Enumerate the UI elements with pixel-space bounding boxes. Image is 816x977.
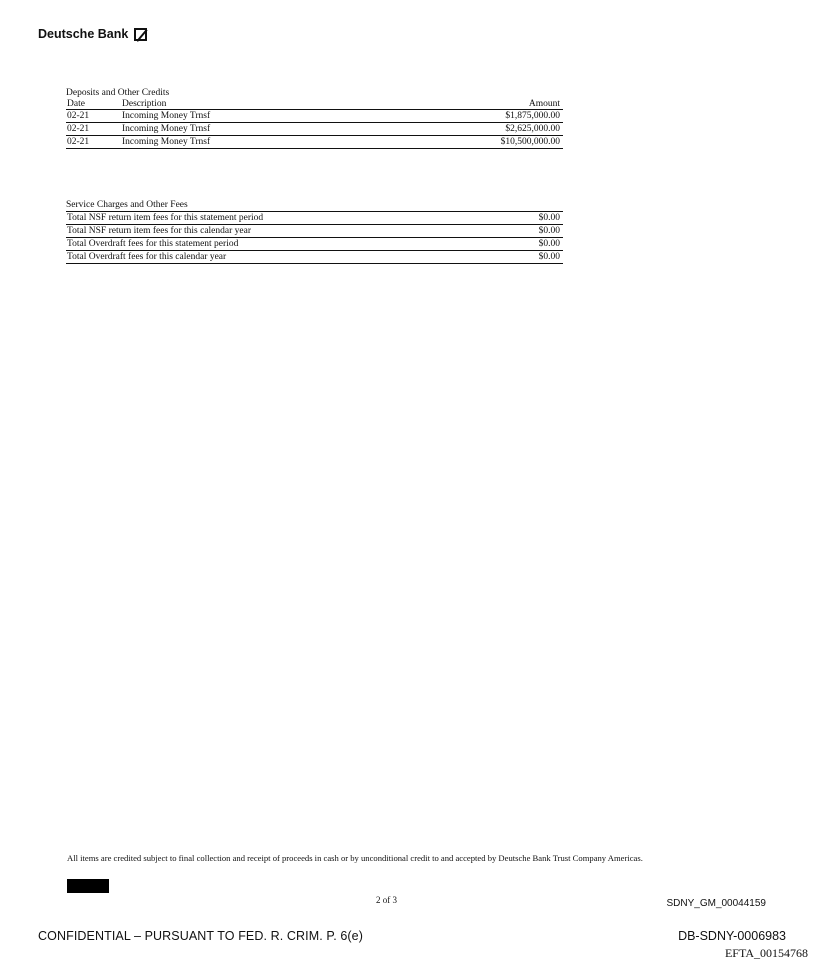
table-row [66,123,563,136]
amount-column-header: Amount [528,99,560,109]
description-column-header: Description [122,99,167,109]
fee-label: Total Overdraft fees for this statement period [67,239,239,249]
fee-amount: $0.00 [538,252,560,262]
credit-disclaimer: All items are credited subject to final collection and receipt of proceeds in cash or by unconditional credit to and accepted by Deutsche Bank Trust Company Americas. [67,853,643,863]
table-row [66,225,563,238]
bates-number-db: DB-SDNY-0006983 [678,929,786,943]
efta-number: EFTA_00154768 [724,946,808,960]
fee-amount: $0.00 [538,213,560,223]
bank-logo [38,27,147,41]
date-column-header: Date [67,99,85,109]
deposits-section [66,87,563,149]
row-description: Incoming Money Trnsf [122,111,211,121]
row-date: 02-21 [67,137,90,147]
fee-amount: $0.00 [538,239,560,249]
row-date: 02-21 [67,124,90,134]
row-description: Incoming Money Trnsf [122,124,211,134]
fee-label: Total NSF return item fees for this statement period [67,213,264,223]
row-amount: $2,625,000.00 [505,124,560,134]
table-row [66,110,563,123]
row-date: 02-21 [67,111,90,121]
fees-title: Service Charges and Other Fees [66,200,188,210]
redaction-block [67,879,109,893]
table-row [66,136,563,149]
deposits-header-row [66,99,563,110]
table-row [66,212,563,225]
confidentiality-notice: CONFIDENTIAL – PURSUANT TO FED. R. CRIM. P. 6(e) [38,929,363,943]
table-row [66,238,563,251]
fee-label: Total Overdraft fees for this calendar year [67,252,227,262]
fee-amount: $0.00 [538,226,560,236]
row-amount: $1,875,000.00 [505,111,560,121]
row-description: Incoming Money Trnsf [122,137,211,147]
bank-name: Deutsche Bank [38,27,129,41]
page-number: 2 of 3 [376,895,397,905]
bates-number-gm: SDNY_GM_00044159 [666,898,766,909]
table-row [66,251,563,264]
fee-label: Total NSF return item fees for this calendar year [67,226,251,236]
deutsche-bank-slash-icon [134,28,147,41]
deposits-title: Deposits and Other Credits [66,88,170,98]
row-amount: $10,500,000.00 [500,137,560,147]
fees-section [66,199,563,264]
